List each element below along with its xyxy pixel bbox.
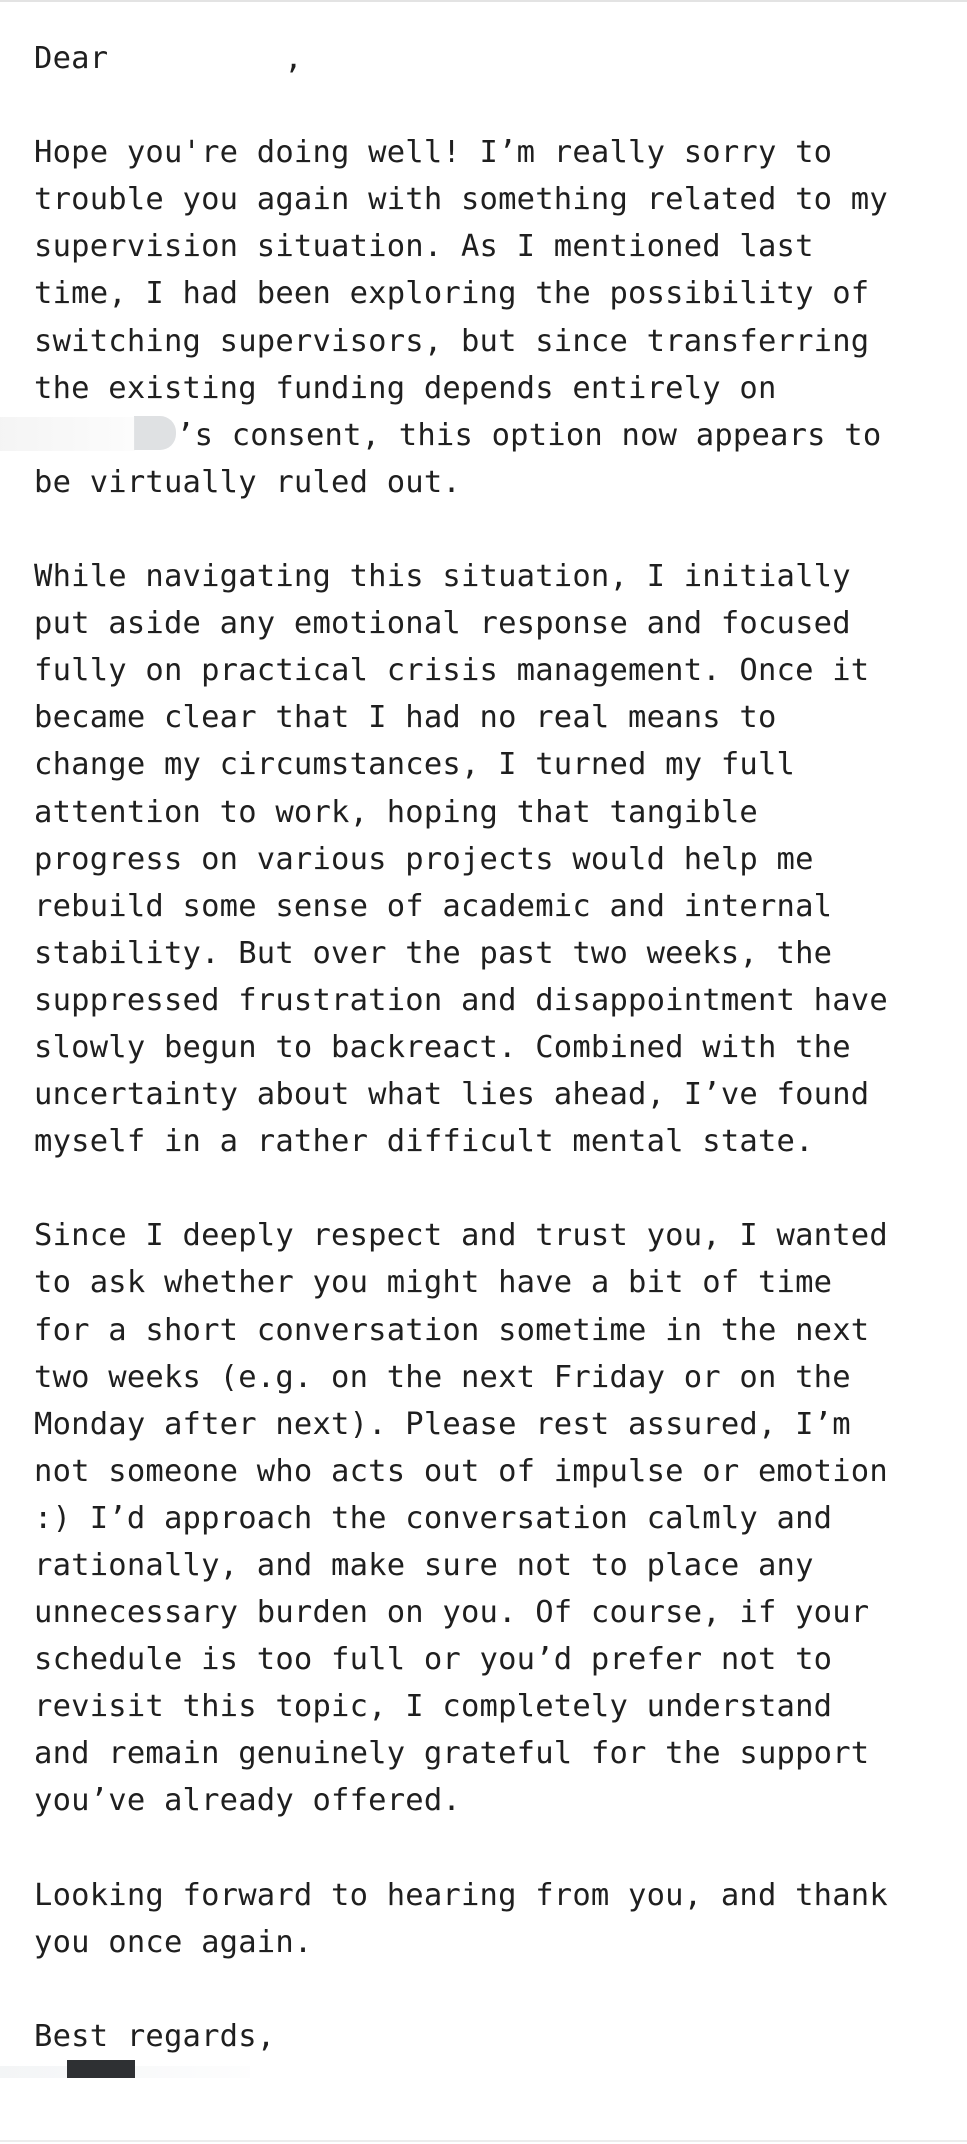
paragraph-line: unnecessary burden on you. Of course, if your [34, 1595, 870, 1631]
paragraph-line: schedule is too full or you’d prefer not to [34, 1642, 833, 1678]
paragraph-2 [34, 553, 964, 1165]
paragraph-line-text: ’s consent, this option now appears to [176, 417, 882, 453]
redaction-mark [134, 416, 176, 450]
paragraph-line: revisit this topic, I completely understand [34, 1689, 833, 1725]
paragraph-line: switching supervisors, but since transferring [34, 323, 870, 359]
paragraph-line: two weeks (e.g. on the next Friday or on the [34, 1359, 851, 1395]
paragraph-line-with-redaction [34, 412, 964, 459]
paragraph-line: Looking forward to hearing from you, and thank [34, 1877, 888, 1913]
paragraph-line: myself in a rather difficult mental state. [34, 1124, 814, 1160]
paragraph-line: you’ve already offered. [34, 1783, 461, 1819]
paragraph-line: time, I had been exploring the possibility of [34, 276, 870, 312]
paragraph-line: rationally, and make sure not to place any [34, 1548, 814, 1583]
paragraph-line: attention to work, hoping that tangible [34, 794, 758, 830]
paragraph-line: fully on practical crisis management. Once it [34, 653, 870, 689]
paragraph-3 [34, 1212, 964, 1824]
paragraph-line: progress on various projects would help me [34, 841, 814, 877]
top-divider [0, 0, 967, 2]
paragraph-line: and remain genuinely grateful for the support [34, 1736, 870, 1772]
paragraph-line: you once again. [34, 1924, 313, 1960]
paragraph-line: rebuild some sense of academic and internal [34, 888, 833, 924]
paragraph-line: stability. But over the past two weeks, the [34, 935, 833, 971]
greeting-salutation: Dear [34, 41, 109, 76]
paragraph-line: trouble you again with something related to my [34, 182, 888, 218]
closing-block [34, 2013, 964, 2060]
paragraph-line: to ask whether you might have a bit of time [34, 1265, 833, 1301]
paragraph-line: slowly begun to backreact. Combined with the [34, 1029, 851, 1065]
paragraph-line: Hope you're doing well! I’m really sorry to [34, 135, 833, 171]
paragraph-line: be virtually ruled out. [34, 464, 461, 500]
paragraph-line: change my circumstances, I turned my full [34, 747, 796, 783]
paragraph-line: became clear that I had no real means to [34, 700, 777, 736]
paragraph-line: the existing funding depends entirely on [34, 370, 777, 406]
paragraph-line: put aside any emotional response and focused [34, 606, 851, 642]
paragraph-1 [34, 129, 964, 506]
greeting-line [34, 35, 964, 82]
paragraph-line: uncertainty about what lies ahead, I’ve found [34, 1077, 870, 1113]
paragraph-line: :) I’d approach the conversation calmly and [34, 1500, 833, 1536]
paragraph-line: supervision situation. As I mentioned last [34, 229, 814, 265]
paragraph-line: Since I deeply respect and trust you, I wanted [34, 1218, 888, 1254]
paragraph-line: While navigating this situation, I initially [34, 559, 851, 595]
closing-text: Best regards, [34, 2018, 276, 2054]
bottom-divider [0, 2140, 967, 2142]
email-body [34, 35, 964, 2107]
paragraph-line: for a short conversation sometime in the next [34, 1312, 870, 1348]
paragraph-4 [34, 1872, 964, 1966]
paragraph-line: suppressed frustration and disappointment have [34, 982, 888, 1018]
redaction-signature-name [67, 2060, 135, 2078]
greeting-comma: , [284, 41, 303, 76]
redaction-fade-mark [0, 417, 135, 451]
paragraph-line: not someone who acts out of impulse or emotion [34, 1453, 888, 1489]
paragraph-line: Monday after next). Please rest assured, I’m [34, 1406, 851, 1442]
